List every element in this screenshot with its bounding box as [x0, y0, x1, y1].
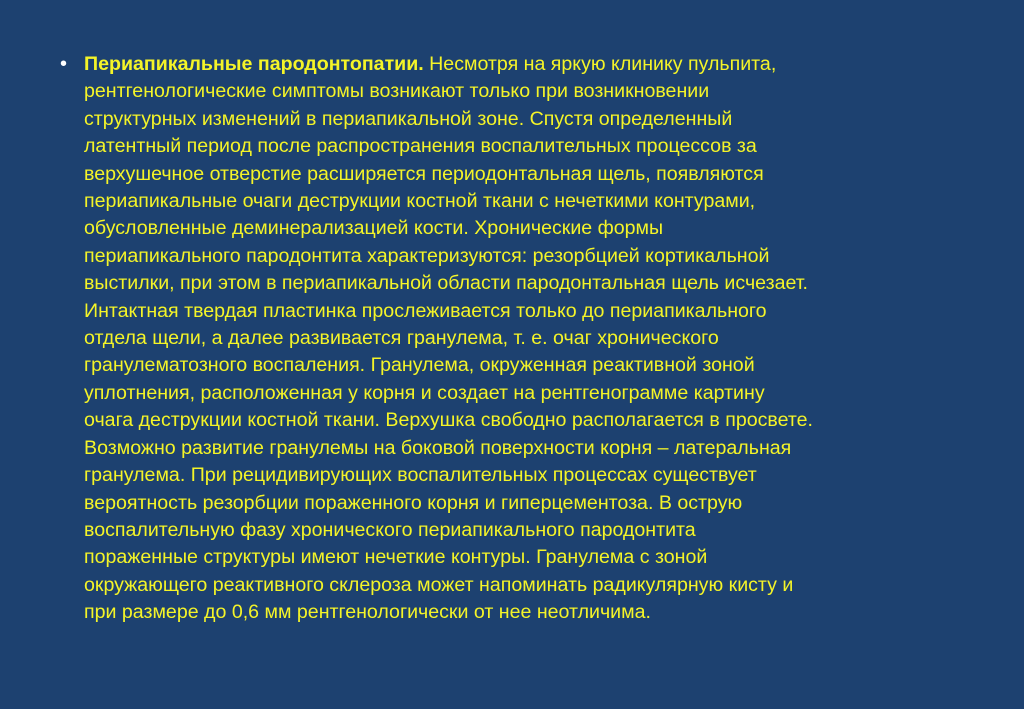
text-line: Интактная твердая пластинка прослеживается только до периапикального	[84, 299, 767, 322]
text-line: отдела щели, а далее развивается гранулема, т. е. очаг хронического	[84, 327, 719, 350]
text-line: гранулематозного воспаления. Гранулема, окруженная реактивной зоной	[84, 354, 755, 377]
text-line: выстилки, при этом в периапикальной области пародонтальная щель исчезает.	[84, 272, 808, 295]
text-line: уплотнения, расположенная у корня и создает на рентгенограмме картину	[84, 381, 765, 404]
text-line: окружающего реактивного склероза может напоминать радикулярную кисту и	[84, 573, 794, 596]
paragraph	[60, 51, 940, 627]
text-line: периапикального пародонтита характеризуются: резорбцией кортикальной	[84, 244, 770, 267]
bullet-marker: •	[60, 53, 68, 75]
text-line: воспалительную фазу хронического периапикального пародонтита	[84, 518, 696, 541]
text-line: обусловленные деминерализацией кости. Хронические формы	[84, 217, 664, 240]
text-line: рентгенологические симптомы возникают только при возникновении	[84, 80, 710, 103]
text-line: верхушечное отверстие расширяется периодонтальная щель, появляются	[84, 162, 764, 185]
text-line: при размере до 0,6 мм рентгенологически от нее неотличима.	[84, 601, 651, 624]
text-line: вероятность резорбции пораженного корня и гиперцементоза. В острую	[84, 491, 743, 514]
text-line: латентный период после распространения воспалительных процессов за	[84, 135, 757, 158]
text-line: пораженные структуры имеют нечеткие контуры. Гранулема с зоной	[84, 546, 708, 569]
text-line: очага деструкции костной ткани. Верхушка свободно располагается в просвете.	[84, 409, 813, 432]
text-line-content: Несмотря на яркую клинику пульпита,	[423, 53, 777, 75]
text-line: Возможно развитие гранулемы на боковой поверхности корня – латеральная	[84, 436, 792, 459]
text-line: гранулема. При рецидивирующих воспалительных процессах существует	[84, 464, 757, 487]
text-line	[84, 51, 940, 78]
lead-heading: Периапикальные пародонтопатии.	[84, 53, 424, 75]
bullet-item	[60, 51, 940, 627]
text-line: периапикальные очаги деструкции костной ткани с нечеткими контурами,	[84, 190, 756, 213]
text-line: структурных изменений в периапикальной зоне. Спустя определенный	[84, 107, 733, 130]
